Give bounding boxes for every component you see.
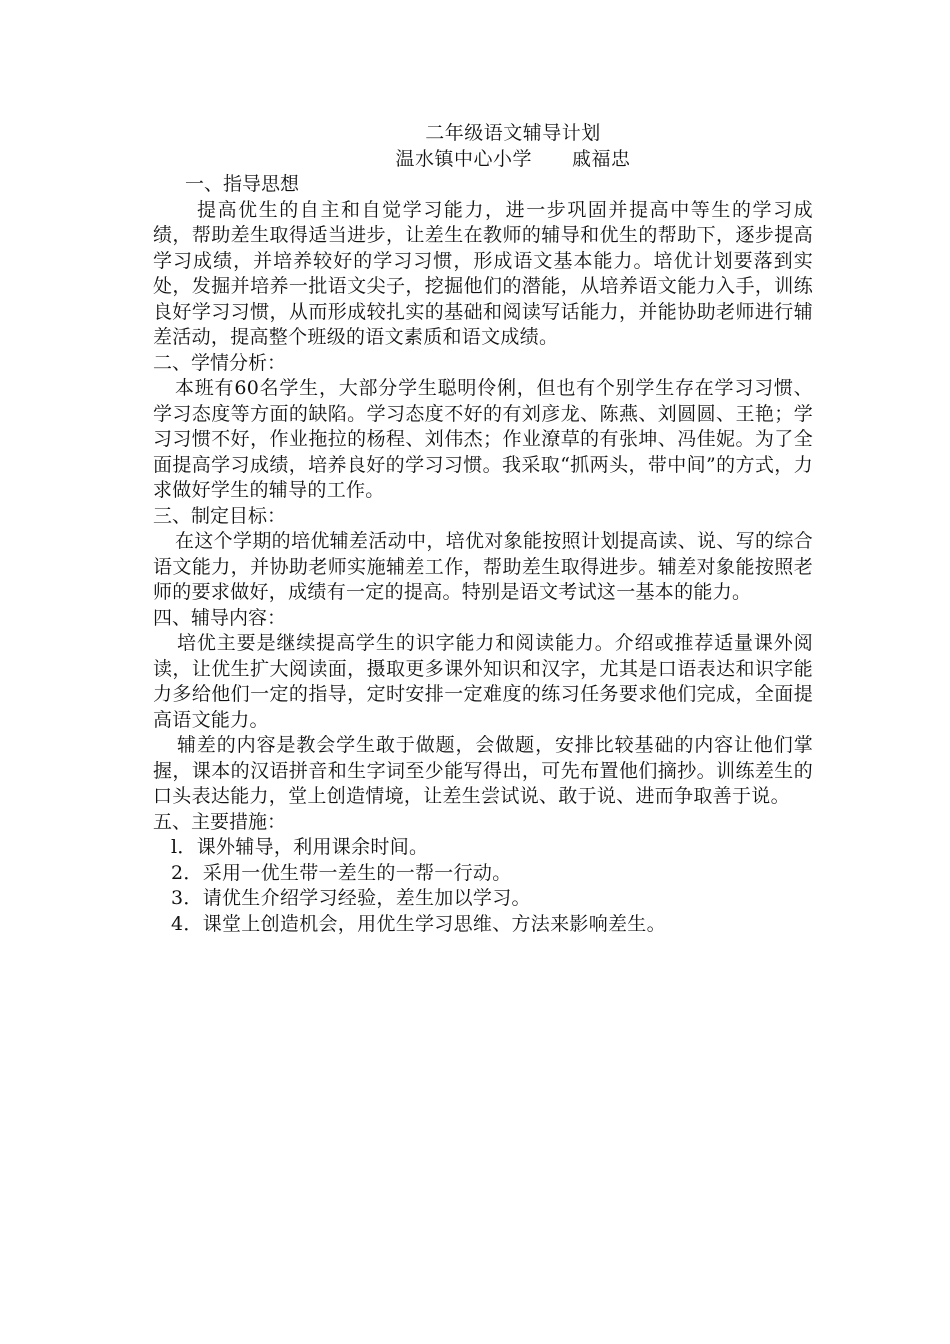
- list-item-text: 课外辅导，利用课余时间。: [196, 836, 429, 858]
- list-item-number: 2．: [171, 861, 203, 884]
- paragraph-goals: 在这个学期的培优辅差活动中，培优对象能按照计划提高读、说、写的综合语文能力，并协助老师实施辅差工作，帮助差生取得进步。辅差对象能按照老师的要求做好，成绩有一定的提高。特别是语文考试这一基本的能力。: [153, 530, 813, 603]
- document-title: 二年级语文辅导计划: [425, 122, 601, 144]
- list-item-number: l．: [171, 836, 197, 858]
- author-name: 戚福忠: [572, 147, 631, 170]
- paragraph-student-analysis: 本班有60名学生，大部分学生聪明伶俐，但也有个别学生存在学习习惯、学习态度等方面的缺陷。学习态度不好的有刘彦龙、陈燕、刘圆圆、王艳；学习习惯不好，作业拖拉的杨程、刘伟杰；作业潦草的有张坤、冯佳妮。为了全面提高学习成绩，培养良好的学习习惯。我采取“抓两头，带中间”的方式，力求做好学生的辅导的工作。: [153, 377, 813, 501]
- measures-list: [153, 835, 813, 937]
- document-body: [153, 121, 813, 937]
- school-name: 温水镇中心小学: [395, 147, 532, 170]
- section-heading-goals: 三、制定目标：: [153, 504, 287, 527]
- paragraph-tutoring-remedial: 辅差的内容是教会学生敢于做题，会做题，安排比较基础的内容让他们掌握，课本的汉语拼音和生字词至少能写得出，可先布置他们摘抄。训练差生的口头表达能力，堂上创造情境，让差生尝试说、敢于说、进而争取善于说。: [153, 734, 813, 807]
- list-item-text: 请优生介绍学习经验，差生加以学习。: [202, 887, 531, 909]
- section-heading-tutoring-content: 四、辅导内容：: [153, 606, 287, 629]
- list-item: [153, 835, 813, 861]
- list-item-text: 采用一优生带一差生的一帮一行动。: [202, 861, 512, 884]
- section-heading-student-analysis: 二、学情分析：: [153, 351, 287, 374]
- author-line: [183, 147, 843, 173]
- list-item: [153, 886, 813, 912]
- paragraph-tutoring-advanced: 培优主要是继续提高学生的识字能力和阅读能力。介绍或推荐适量课外阅读，让优生扩大阅读面，摄取更多课外知识和汉字，尤其是口语表达和识字能力多给他们一定的指导，定时安排一定难度的练习任务要求他们完成，全面提高语文能力。: [153, 632, 813, 731]
- list-item: [153, 861, 813, 887]
- list-item-number: 3．: [171, 887, 203, 909]
- paragraph-guiding-thought: 提高优生的自主和自觉学习能力，进一步巩固并提高中等生的学习成绩，帮助差生取得适当进步，让差生在教师的辅导和优生的帮助下，逐步提高学习成绩，并培养较好的学习习惯，形成语文基本能力。培优计划要落到实处，发掘并培养一批语文尖子，挖掘他们的潜能，从培养语文能力入手，训练良好学习习惯，从而形成较扎实的基础和阅读写话能力，并能协助老师进行辅差活动，提高整个班级的语文素质和语文成绩。: [153, 198, 813, 348]
- list-item-text: 课堂上创造机会，用优生学习思维、方法来影响差生。: [202, 912, 666, 935]
- section-heading-guiding-thought: 一、指导思想: [185, 173, 300, 195]
- section-heading-measures: 五、主要措施：: [153, 810, 287, 833]
- list-item: [153, 912, 813, 938]
- list-item-number: 4．: [171, 912, 203, 935]
